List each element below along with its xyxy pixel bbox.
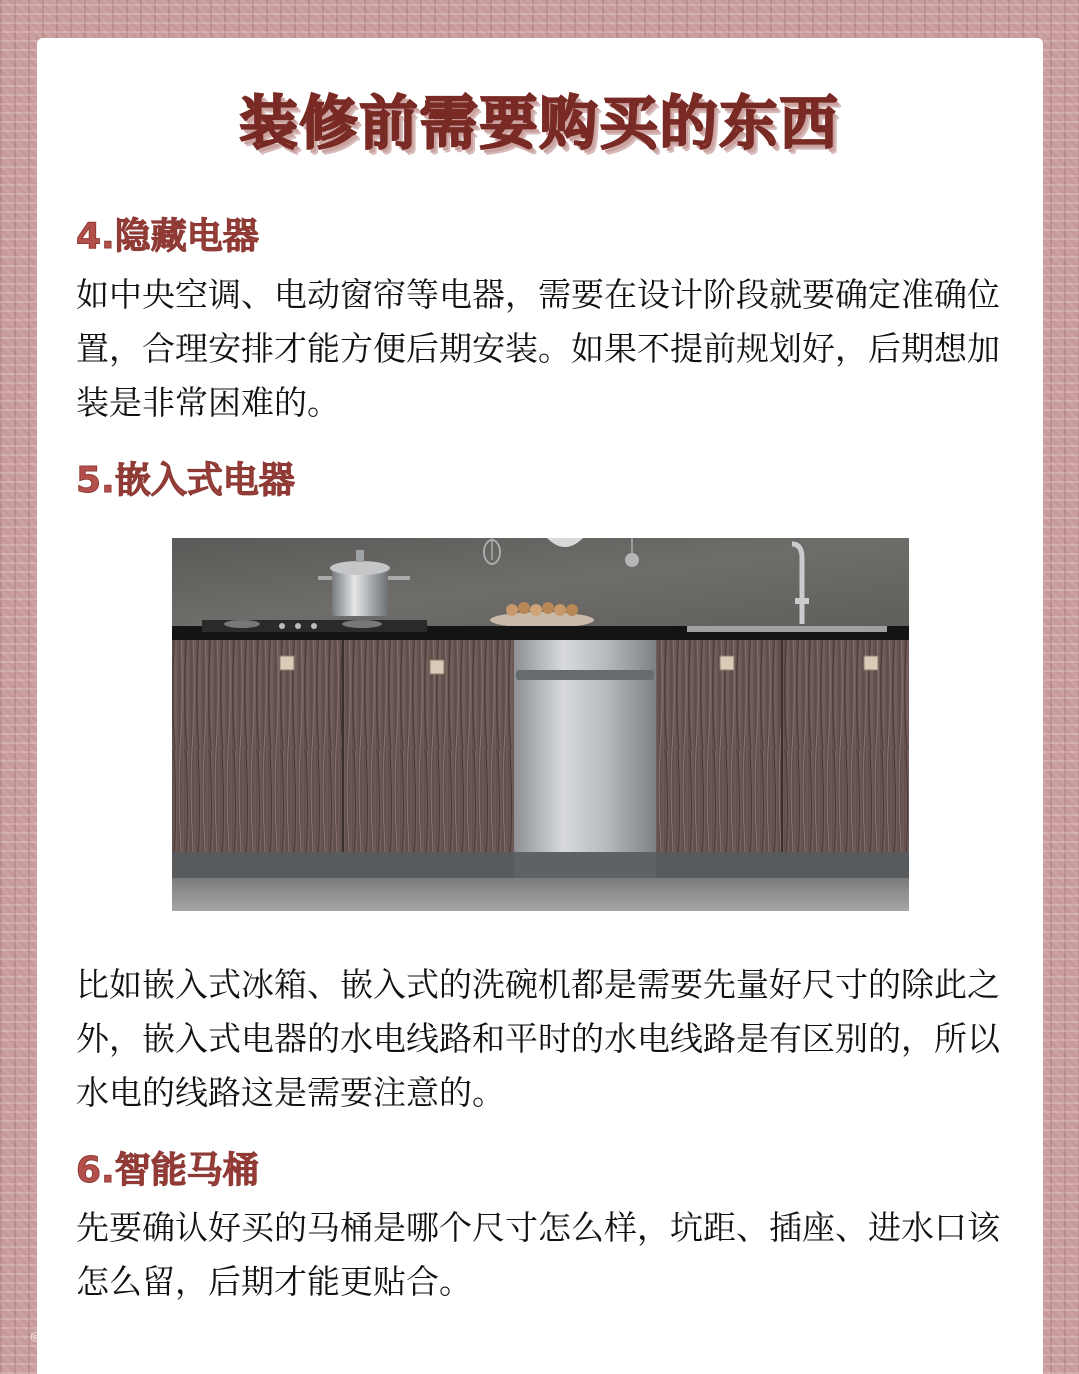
page-title: 装修前需要购买的东西 — [239, 89, 840, 157]
section-heading-hidden-appliances: 4.隐藏电器 — [76, 216, 259, 257]
section-heading-built-in-appliances: 5.嵌入式电器 — [76, 460, 295, 501]
section-text-hidden-appliances: 如中央空调、电动窗帘等电器，需要在设计阶段就要确定准确位置，合理安排才能方便后期安装。如果不提前规划好，后期想加装是非常困难的。 — [76, 275, 1000, 422]
section-text-smart-toilet: 先要确认好买的马桶是哪个尺寸怎么样，坑距、插座、进水口该怎么留，后期才能更贴合。 — [76, 1208, 1000, 1301]
watermark: @小红书@山西新市时丰装饰 — [30, 1330, 173, 1343]
section-text-built-in-appliances: 比如嵌入式冰箱、嵌入式的洗碗机都是需要先量好尺寸的除此之外，嵌入式电器的水电线路和平时的水电线路是有区别的，所以水电的线路这是需要注意的。 — [76, 965, 1000, 1112]
section-heading-smart-toilet: 6.智能马桶 — [76, 1150, 259, 1191]
kitchen-photo — [172, 538, 909, 911]
